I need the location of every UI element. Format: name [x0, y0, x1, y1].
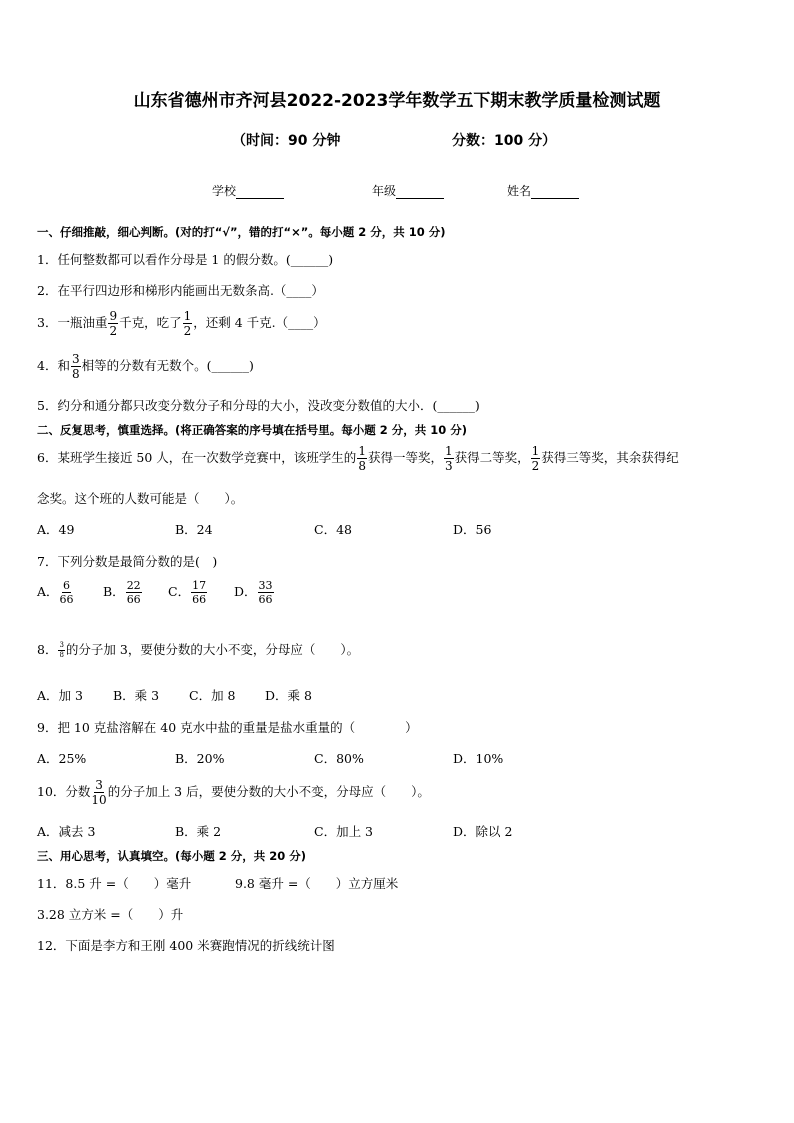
fraction-numerator: 1 [358, 444, 366, 458]
fraction-denominator: 66 [59, 593, 74, 606]
fraction-numerator: 3 [95, 778, 103, 792]
question-10 [37, 779, 430, 806]
q6-text-1: 获得一等奖， [367, 450, 443, 465]
fraction-numerator: 3 [59, 641, 64, 649]
question-7: 7．下列分数是最简分数的是( ) [37, 554, 218, 569]
question-1: 1．任何整数都可以看作分母是 1 的假分数。(______) [37, 252, 334, 267]
q3-fraction-2 [183, 310, 193, 337]
fraction-numerator: 6 [63, 579, 71, 592]
q6-option-b: B．24 [175, 522, 213, 537]
option-label: C． [168, 584, 191, 599]
q6-fraction-2 [444, 445, 454, 472]
name-blank [531, 184, 579, 199]
option-label: B． [103, 584, 125, 599]
q8-option-c: C．加 8 [189, 688, 236, 703]
q9-option-b: B．20% [175, 751, 225, 766]
option-label: D． [234, 584, 257, 599]
section2-heading: 二、反复思考，慎重选择。(将正确答案的序号填在括号里。每小题 2 分，共 10 分) [37, 423, 468, 437]
q10-option-d: D．除以 2 [453, 824, 513, 839]
question-5: 5．约分和通分都只改变分数分子和分母的大小，没改变分数值的大小．(______) [37, 398, 480, 413]
fraction-numerator: 22 [126, 579, 141, 592]
q3-text-start: 3．一瓶油重 [37, 315, 108, 330]
fraction-numerator: 1 [531, 444, 540, 458]
total-score: 分数：100 分） [452, 133, 557, 149]
q10-option-b: B．乘 2 [175, 824, 222, 839]
section3-heading: 三、用心思考，认真填空。(每小题 2 分，共 20 分) [37, 849, 307, 863]
fraction-numerator: 9 [109, 309, 118, 323]
fraction-denominator: 8 [358, 459, 366, 473]
q10-fraction [91, 779, 106, 806]
fraction-numerator: 1 [183, 309, 192, 323]
q3-text-mid: 千克，吃了 [119, 315, 182, 330]
q9-option-a: A．25% [37, 751, 87, 766]
fraction-denominator: 10 [91, 793, 107, 807]
fraction-denominator: 2 [531, 459, 540, 473]
q6-option-d: D．56 [453, 522, 492, 537]
grade-blank [396, 184, 444, 199]
q4-text-end: 相等的分数有无数个。(______) [81, 358, 254, 373]
q6-option-c: C．48 [314, 522, 352, 537]
q8-option-a: A．加 3 [37, 688, 83, 703]
q8-option-b: B．乘 3 [113, 688, 160, 703]
grade-label: 年级 [372, 184, 397, 198]
q9-option-c: C．80% [314, 751, 364, 766]
school-blank [236, 184, 284, 199]
question-6-line-2: 念奖。这个班的人数可能是（ ）。 [37, 491, 244, 506]
option-fraction [126, 580, 142, 605]
question-2: 2．在平行四边形和梯形内能画出无数条高.（____） [37, 283, 324, 298]
fraction-denominator: 2 [109, 324, 118, 338]
question-4 [37, 353, 254, 380]
q10-option-c: C．加上 3 [314, 824, 373, 839]
q3-text-end: ，还剩 4 千克.（____） [193, 315, 326, 330]
question-12: 12．下面是李方和王刚 400 米赛跑情况的折线统计图 [37, 938, 335, 953]
option-fraction [191, 580, 207, 605]
fraction-denominator: 8 [71, 367, 80, 381]
fraction-numerator: 1 [444, 444, 453, 458]
q8-option-d: D．乘 8 [265, 688, 312, 703]
q3-fraction-1 [108, 310, 118, 337]
time-limit: （时间：90 分钟 [232, 133, 341, 149]
fraction-numerator: 17 [192, 579, 207, 592]
q7-option-d [234, 580, 275, 605]
q7-option-c [168, 580, 208, 605]
name-field [507, 182, 579, 199]
question-3 [37, 310, 326, 337]
q8-text-start: 8． [37, 642, 58, 657]
q6-text-2: 获得二等奖， [454, 450, 530, 465]
q7-option-a [37, 580, 75, 605]
name-label: 姓名 [507, 184, 532, 198]
section1-heading: 一、仔细推敲，细心判断。(对的打“√”，错的打“×”。每小题 2 分，共 10 分) [37, 225, 446, 239]
option-fraction [258, 580, 274, 605]
q8-fraction [58, 642, 64, 659]
question-6 [37, 445, 679, 472]
q4-fraction [71, 353, 81, 380]
question-11-part-1: 11．8.5 升 =（ ）毫升 [37, 876, 192, 891]
q6-fraction-3 [531, 445, 541, 472]
q6-fraction-1 [357, 445, 367, 472]
q6-option-a: A．49 [37, 522, 75, 537]
question-11-part-3: 3.28 立方米 =（ ）升 [37, 907, 184, 922]
school-field [212, 182, 284, 199]
fraction-denominator: 2 [183, 324, 192, 338]
fraction-numerator: 33 [258, 579, 273, 592]
q10-option-a: A．减去 3 [37, 824, 96, 839]
question-11-part-2: 9.8 毫升 =（ ）立方厘米 [235, 876, 399, 891]
q8-text-end: 的分子加 3，要使分数的大小不变，分母应（ ）。 [65, 642, 360, 657]
fraction-denominator: 66 [126, 593, 141, 606]
fraction-numerator: 3 [71, 352, 80, 366]
page-title: 山东省德州市齐河县2022-2023学年数学五下期末教学质量检测试题 [133, 91, 661, 111]
school-label: 学校 [212, 184, 237, 198]
q7-option-b [103, 580, 143, 605]
fraction-denominator: 8 [59, 651, 64, 659]
q4-text-start: 4．和 [37, 358, 70, 373]
q9-option-d: D．10% [453, 751, 504, 766]
q6-text-start: 6．某班学生接近 50 人，在一次数学竞赛中，该班学生的 [37, 450, 357, 465]
question-8 [37, 640, 359, 659]
option-fraction [60, 580, 74, 605]
q6-text-3: 获得三等奖，其余获得纪 [541, 450, 679, 465]
q10-text-end: 的分子加上 3 后，要使分数的大小不变，分母应（ ）。 [107, 784, 430, 799]
option-label: A． [37, 584, 59, 599]
fraction-denominator: 3 [444, 459, 453, 473]
question-9: 9．把 10 克盐溶解在 40 克水中盐的重量是盐水重量的（ ） [37, 720, 418, 735]
grade-field [372, 182, 444, 199]
fraction-denominator: 66 [258, 593, 273, 606]
fraction-denominator: 66 [192, 593, 207, 606]
q10-text-start: 10．分数 [37, 784, 91, 799]
